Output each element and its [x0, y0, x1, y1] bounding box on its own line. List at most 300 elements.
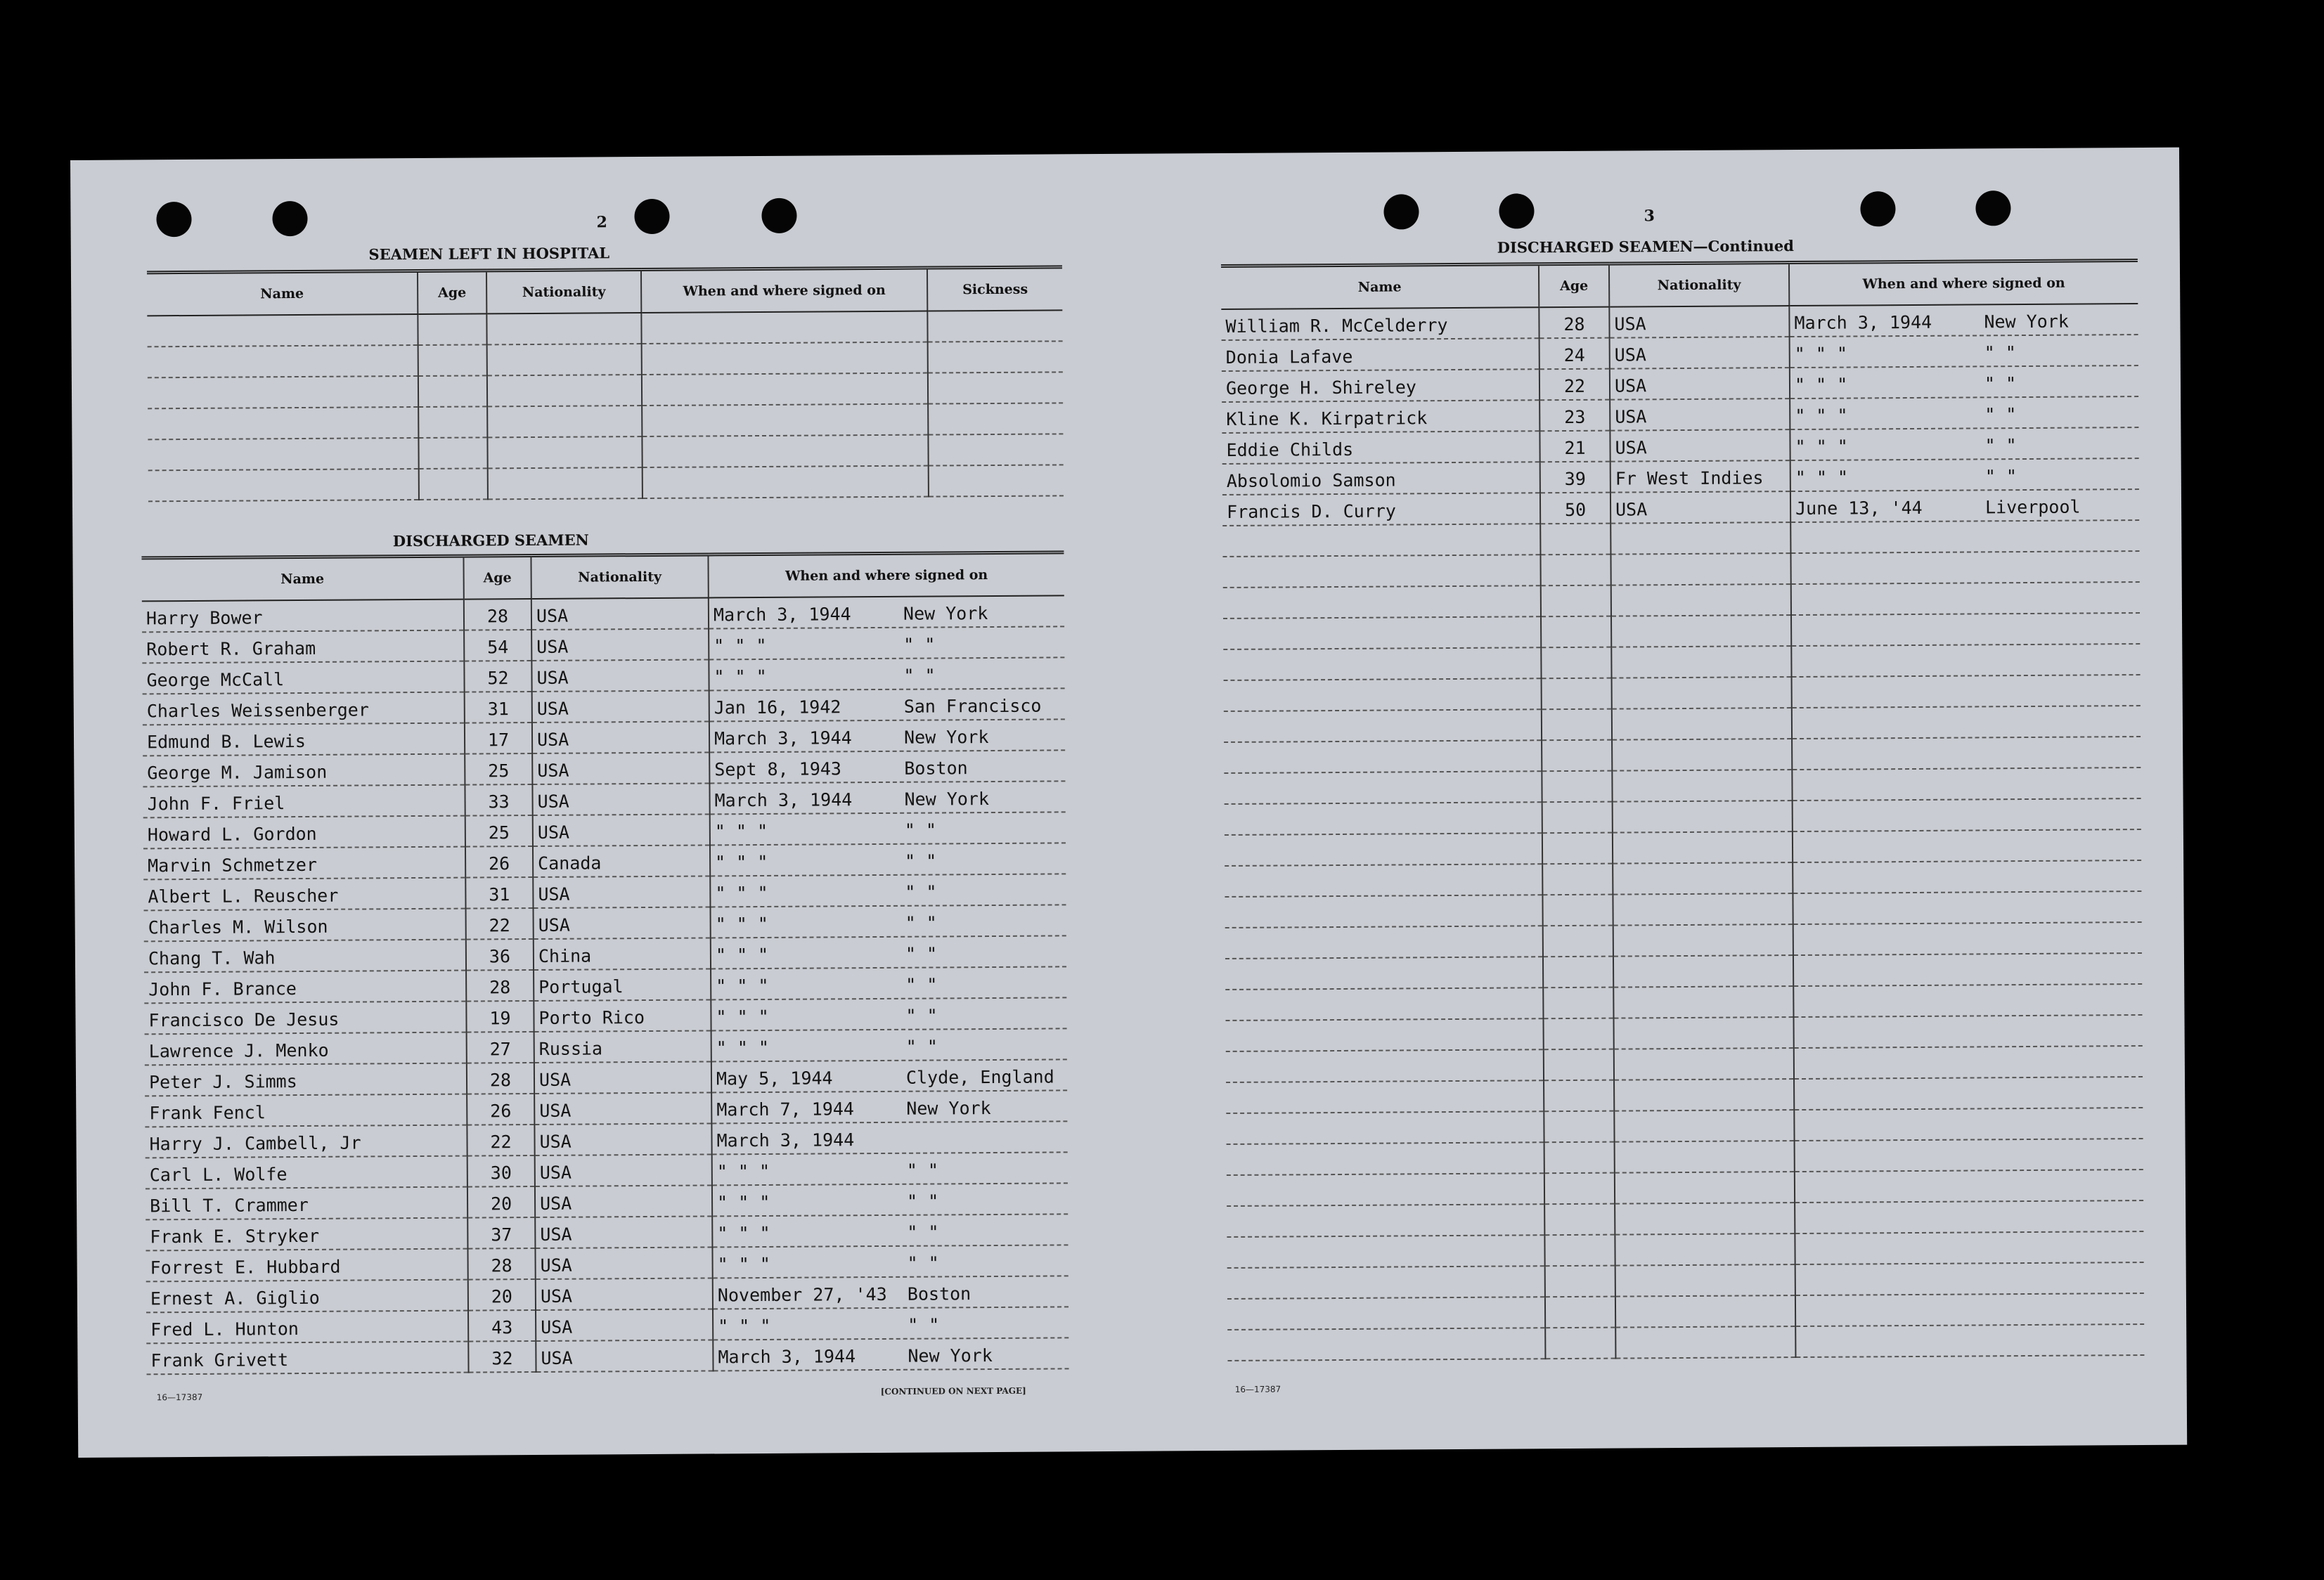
blank-cell [1226, 1111, 1544, 1144]
seaman-nationality: USA [1609, 306, 1789, 338]
blank-cell [1544, 1235, 1615, 1267]
blank-row [1226, 1077, 2143, 1113]
seaman-name: Chang T. Wah [144, 940, 466, 973]
discharged-continued-table [1221, 259, 2145, 1361]
signed-on-cell [1790, 489, 2139, 522]
signed-on-cell [709, 626, 1064, 659]
signed-on-date: " " " [714, 666, 767, 687]
seaman-nationality: USA [534, 1092, 711, 1125]
binder-hole [634, 199, 669, 234]
blank-cell [1793, 891, 2141, 924]
blank-cell [1542, 678, 1612, 710]
blank-cell [642, 373, 928, 406]
blank-cell [1615, 1203, 1795, 1235]
seaman-nationality: USA [1610, 337, 1790, 369]
blank-row [1226, 1108, 2143, 1144]
signed-on-date: March 3, 1944 [714, 789, 853, 811]
blank-cell [642, 404, 928, 436]
signed-on-date: " " " [1795, 436, 1848, 458]
seaman-nationality: USA [534, 907, 711, 939]
binder-hole [761, 198, 796, 233]
blank-cell [1795, 1200, 2143, 1233]
blank-cell [1543, 926, 1613, 957]
signed-on-place: San Francisco [903, 695, 1042, 717]
column-header-name: Name [1221, 264, 1539, 309]
blank-cell [1544, 1204, 1615, 1236]
signed-on-place: Boston [907, 1283, 971, 1304]
blank-cell [1541, 647, 1611, 679]
seaman-age: 28 [466, 970, 534, 1002]
blank-cell [418, 344, 487, 376]
blank-cell [1227, 1173, 1544, 1206]
signed-on-place: New York [903, 603, 988, 624]
blank-row [148, 341, 1063, 377]
blank-cell [1615, 1172, 1795, 1204]
seaman-nationality: USA [535, 1247, 712, 1279]
seaman-age: 22 [1539, 369, 1610, 401]
signed-on-date: March 3, 1944 [718, 1346, 856, 1368]
seaman-nationality: USA [532, 752, 709, 784]
seaman-name: Harry Bower [142, 600, 464, 633]
seaman-nationality: USA [536, 1278, 713, 1310]
discharged-continued-title: DISCHARGED SEAMEN—Continued [1497, 237, 1794, 257]
blank-cell [1545, 1266, 1615, 1297]
blank-cell [1224, 709, 1542, 742]
blank-cell [1544, 1049, 1614, 1081]
blank-cell [1613, 924, 1793, 957]
blank-cell [1793, 829, 2141, 862]
form-number: 16—17387 [1234, 1384, 1282, 1394]
seaman-age: 54 [464, 630, 531, 661]
seaman-nationality: Canada [533, 845, 710, 877]
seaman-age: 24 [1539, 338, 1610, 370]
signed-on-cell [713, 1307, 1069, 1340]
blank-cell [1542, 709, 1612, 741]
signed-on-cell [1790, 396, 2138, 429]
blank-cell [1542, 864, 1613, 895]
blank-cell [1793, 953, 2142, 986]
seaman-nationality: China [534, 938, 711, 970]
seaman-name: Howard L. Gordon [143, 816, 465, 849]
seaman-age: 31 [465, 692, 532, 723]
blank-cell [1614, 1048, 1794, 1080]
blank-cell [147, 314, 418, 347]
seaman-name: Charles Weissenberger [143, 692, 465, 725]
blank-cell [487, 344, 642, 375]
blank-cell [1792, 675, 2141, 708]
blank-row [1225, 891, 2141, 928]
signed-on-place: " " [907, 1252, 939, 1274]
blank-cell [1545, 1328, 1615, 1359]
blank-cell [1795, 1231, 2143, 1264]
blank-cell [1793, 984, 2142, 1017]
seaman-age: 21 [1539, 431, 1610, 462]
seaman-age: 26 [467, 1094, 534, 1125]
blank-row [1225, 922, 2142, 959]
blank-cell [1227, 1204, 1544, 1237]
blank-cell [1540, 524, 1610, 555]
signed-on-place: " " [907, 1222, 939, 1243]
blank-cell [1795, 1324, 2144, 1357]
blank-cell [1543, 988, 1613, 1019]
column-header-name: Name [141, 556, 463, 601]
column-header-age: Age [1539, 264, 1609, 307]
column-header-age: Age [463, 556, 531, 600]
blank-row [1225, 860, 2141, 897]
blank-cell [1793, 922, 2142, 955]
seaman-age: 20 [467, 1186, 535, 1218]
binder-hole [1383, 194, 1419, 229]
blank-cell [1227, 1235, 1544, 1268]
table-row [1222, 427, 2138, 464]
signed-on-cell [710, 874, 1066, 907]
hospital-title: SEAMEN LEFT IN HOSPITAL [368, 244, 610, 264]
seaman-nationality: USA [1610, 368, 1790, 400]
seaman-name: Ernest A. Giglio [146, 1280, 468, 1313]
seaman-nationality: USA [531, 597, 709, 630]
blank-cell [1223, 585, 1541, 619]
blank-cell [1544, 1111, 1614, 1143]
signed-on-date: March 3, 1944 [716, 1129, 855, 1151]
hospital-table [147, 265, 1064, 502]
signed-on-date: " " " [716, 1160, 770, 1182]
blank-cell [1792, 768, 2141, 801]
seaman-name: Marvin Schmetzer [143, 847, 465, 880]
blank-cell [1226, 1080, 1544, 1113]
blank-cell [1793, 1015, 2142, 1048]
signed-on-date: " " " [715, 913, 769, 935]
blank-cell [1542, 771, 1612, 803]
table-row [1222, 335, 2138, 371]
signed-on-date: " " " [716, 1037, 770, 1058]
blank-cell [1791, 613, 2140, 646]
seaman-age: 22 [467, 1125, 534, 1156]
seaman-age: 19 [466, 1001, 534, 1032]
blank-cell [1794, 1108, 2143, 1141]
blank-cell [1795, 1170, 2143, 1203]
signed-on-date: " " " [716, 1006, 769, 1028]
blank-row [1227, 1231, 2143, 1268]
seaman-nationality: Portugal [534, 969, 711, 1001]
blank-cell [1225, 926, 1543, 959]
blank-cell [148, 345, 418, 377]
blank-row [1225, 953, 2142, 990]
seaman-name: Fred L. Hunton [146, 1311, 468, 1344]
signed-on-place: " " [1984, 435, 2017, 456]
column-header-signed-on: When and where signed on [641, 268, 927, 313]
blank-cell [928, 372, 1063, 403]
blank-row [148, 372, 1063, 408]
seaman-age: 33 [465, 784, 532, 816]
blank-cell [1794, 1046, 2143, 1079]
blank-cell [1795, 1262, 2144, 1295]
signed-on-place: " " [905, 974, 938, 995]
seaman-name: George McCall [142, 661, 464, 694]
signed-on-place: " " [904, 820, 937, 841]
right-page [1153, 148, 2187, 1451]
signed-on-date: " " " [714, 820, 768, 842]
blank-cell [1793, 860, 2141, 893]
signed-on-cell [712, 1152, 1068, 1185]
blank-cell [1614, 1079, 1794, 1111]
signed-on-place: " " [905, 943, 938, 964]
signed-on-date: November 27, '43 [717, 1283, 887, 1306]
blank-cell [487, 375, 642, 406]
signed-on-cell [710, 843, 1066, 876]
blank-cell [641, 311, 927, 344]
blank-cell [1226, 1049, 1544, 1082]
blank-row [1225, 984, 2142, 1021]
blank-cell [1611, 584, 1791, 616]
seaman-nationality: USA [536, 1309, 713, 1341]
seaman-name: John F. Friel [143, 785, 465, 818]
column-header-sickness: Sickness [927, 267, 1062, 311]
seaman-nationality: USA [532, 783, 709, 815]
blank-cell [1225, 895, 1542, 928]
signed-on-place: Boston [904, 758, 968, 779]
blank-cell [1613, 893, 1793, 926]
binder-hole [1975, 190, 2010, 226]
signed-on-place: " " [903, 634, 936, 655]
seaman-nationality: Fr West Indies [1610, 460, 1790, 493]
blank-cell [1612, 677, 1792, 709]
blank-cell [928, 341, 1063, 373]
blank-cell [1615, 1326, 1795, 1359]
seaman-name: John F. Brance [144, 971, 466, 1004]
signed-on-cell [711, 1121, 1067, 1154]
signed-on-place: New York [903, 727, 989, 748]
column-header-nationality: Nationality [1609, 263, 1789, 307]
seaman-name: Donia Lafave [1222, 338, 1539, 371]
signed-on-cell [1790, 427, 2138, 460]
blank-row [1226, 1046, 2143, 1082]
blank-row [1223, 613, 2140, 649]
blank-cell [1225, 864, 1542, 897]
blank-cell [1544, 1142, 1615, 1174]
blank-cell [1542, 895, 1613, 926]
blank-cell [1540, 555, 1610, 586]
blank-row [1225, 829, 2141, 866]
signed-on-place: Clyde, England [905, 1066, 1054, 1088]
seaman-name: Bill T. Crammer [146, 1187, 467, 1220]
seaman-age: 28 [467, 1248, 535, 1280]
blank-row [147, 310, 1062, 347]
blank-row [1227, 1293, 2144, 1330]
seaman-name: Harry J. Cambell, Jr [145, 1125, 467, 1158]
blank-cell [1227, 1297, 1545, 1330]
blank-row [1224, 737, 2141, 773]
seaman-age: 22 [466, 908, 534, 940]
seaman-nationality: USA [535, 1185, 712, 1217]
signed-on-cell [711, 935, 1066, 969]
seaman-nationality: USA [531, 659, 709, 692]
table-row [1222, 365, 2138, 402]
seaman-age: 17 [465, 723, 532, 754]
signed-on-place: New York [904, 789, 990, 810]
signed-on-date: " " " [715, 944, 769, 966]
blank-row [1224, 706, 2141, 742]
signed-on-date: March 3, 1944 [713, 604, 851, 626]
continued-note: [CONTINUED ON NEXT PAGE] [880, 1385, 1026, 1397]
blank-cell [1791, 582, 2140, 615]
seaman-name: Eddie Childs [1222, 431, 1539, 464]
blank-row [1227, 1262, 2144, 1299]
signed-on-date: " " " [715, 882, 768, 904]
blank-cell [1791, 644, 2140, 677]
seaman-name: Francisco De Jesus [144, 1002, 466, 1035]
signed-on-place: " " [905, 1005, 938, 1026]
signed-on-place: " " [906, 1191, 939, 1212]
signed-on-place: " " [1984, 342, 2016, 363]
blank-cell [1223, 616, 1541, 649]
blank-cell [1224, 678, 1542, 711]
seaman-age: 32 [468, 1341, 536, 1373]
signed-on-cell [711, 1028, 1067, 1061]
blank-row [1227, 1139, 2143, 1175]
blank-cell [1223, 647, 1541, 680]
binder-hole [1499, 193, 1534, 228]
signed-on-cell [709, 688, 1065, 721]
seaman-name: Francis D. Curry [1222, 493, 1540, 526]
signed-on-place: " " [905, 1036, 938, 1057]
seaman-age: 43 [468, 1310, 536, 1342]
signed-on-cell [709, 781, 1065, 814]
seaman-age: 30 [467, 1155, 535, 1187]
seaman-name: Edmund B. Lewis [143, 723, 465, 756]
blank-row [1227, 1200, 2143, 1237]
blank-cell [418, 437, 487, 469]
blank-cell [1615, 1233, 1795, 1266]
signed-on-date: June 13, '44 [1795, 497, 1923, 519]
signed-on-place: " " [903, 665, 936, 686]
signed-on-date: " " " [715, 851, 768, 873]
seaman-name: Peter J. Simms [145, 1063, 467, 1096]
seaman-age: 23 [1539, 400, 1610, 432]
seaman-age: 27 [467, 1032, 534, 1063]
signed-on-date: " " " [717, 1222, 770, 1244]
table-row [1221, 304, 2138, 340]
blank-cell [487, 436, 642, 468]
blank-cell [1227, 1266, 1545, 1299]
blank-cell [1227, 1328, 1545, 1361]
blank-cell [1225, 988, 1543, 1021]
blank-cell [643, 466, 929, 498]
blank-cell [488, 467, 643, 499]
seaman-age: 25 [465, 815, 533, 847]
blank-cell [1792, 737, 2141, 770]
blank-cell [418, 375, 487, 407]
blank-row [1224, 768, 2141, 804]
column-header-nationality: Nationality [531, 555, 708, 599]
page-number: 3 [1644, 207, 1655, 226]
signed-on-place: " " [908, 1314, 940, 1335]
seaman-nationality: Porto Rico [534, 999, 711, 1032]
blank-row [148, 434, 1063, 470]
blank-cell [1542, 740, 1612, 772]
seaman-age: 20 [468, 1279, 536, 1311]
binder-hole [272, 201, 307, 236]
ledger-sheet [70, 148, 2187, 1458]
blank-cell [1795, 1293, 2144, 1326]
seaman-nationality: USA [1610, 491, 1790, 524]
signed-on-cell [709, 750, 1065, 783]
signed-on-cell [709, 595, 1064, 628]
signed-on-cell [710, 812, 1066, 845]
blank-cell [1790, 520, 2139, 553]
blank-cell [1612, 770, 1792, 802]
blank-cell [1613, 986, 1793, 1018]
signed-on-date: " " " [714, 635, 767, 656]
seaman-name: George M. Jamison [143, 754, 465, 787]
blank-cell [1615, 1264, 1795, 1297]
seaman-name: Charles M. Wilson [144, 909, 466, 942]
seaman-nationality: USA [534, 1061, 711, 1094]
seaman-nationality: USA [532, 721, 709, 753]
seaman-nationality: USA [1610, 429, 1790, 462]
blank-row [1225, 798, 2141, 835]
blank-cell [1793, 798, 2141, 831]
blank-row [1223, 644, 2140, 680]
seaman-age: 31 [465, 877, 533, 909]
blank-cell [1792, 706, 2141, 739]
seaman-name: Robert R. Graham [142, 630, 464, 663]
signed-on-cell [1789, 304, 2138, 337]
blank-cell [1790, 551, 2139, 584]
seaman-age: 37 [467, 1217, 535, 1249]
seaman-age: 26 [465, 846, 533, 878]
seaman-nationality: USA [531, 628, 709, 661]
blank-cell [1224, 740, 1542, 773]
blank-cell [1795, 1139, 2143, 1172]
binder-hole [156, 202, 191, 237]
signed-on-place: New York [908, 1345, 993, 1366]
blank-cell [1224, 771, 1542, 804]
signed-on-cell [709, 657, 1064, 690]
column-header-age: Age [418, 271, 486, 314]
signed-on-date: Jan 16, 1942 [714, 697, 841, 718]
blank-cell [1613, 955, 1793, 988]
blank-cell [1222, 555, 1540, 588]
table-row [1222, 458, 2139, 495]
blank-cell [1615, 1141, 1795, 1173]
signed-on-cell [1790, 335, 2138, 368]
table-row [1222, 489, 2139, 526]
blank-cell [148, 469, 419, 501]
signed-on-cell [709, 719, 1065, 752]
signed-on-cell [711, 1090, 1067, 1123]
blank-cell [1222, 524, 1540, 557]
blank-cell [148, 438, 418, 470]
seaman-age: 39 [1540, 462, 1610, 493]
signed-on-cell [711, 905, 1066, 938]
signed-on-cell [712, 1183, 1068, 1216]
signed-on-date: March 3, 1944 [1794, 311, 1932, 334]
blank-cell [928, 434, 1063, 465]
blank-cell [1226, 1018, 1544, 1051]
signed-on-cell [1790, 365, 2138, 399]
signed-on-cell [711, 1059, 1067, 1092]
signed-on-date: " " " [1794, 374, 1848, 396]
blank-cell [418, 313, 486, 345]
blank-cell [1612, 739, 1792, 771]
seaman-age: 28 [464, 599, 531, 630]
discharged-title: DISCHARGED SEAMEN [392, 531, 589, 550]
signed-on-date: March 3, 1944 [714, 727, 852, 749]
blank-cell [929, 465, 1064, 496]
blank-row [1222, 551, 2139, 588]
seaman-name: Forrest E. Hubbard [146, 1249, 467, 1282]
seaman-age: 25 [465, 753, 532, 785]
